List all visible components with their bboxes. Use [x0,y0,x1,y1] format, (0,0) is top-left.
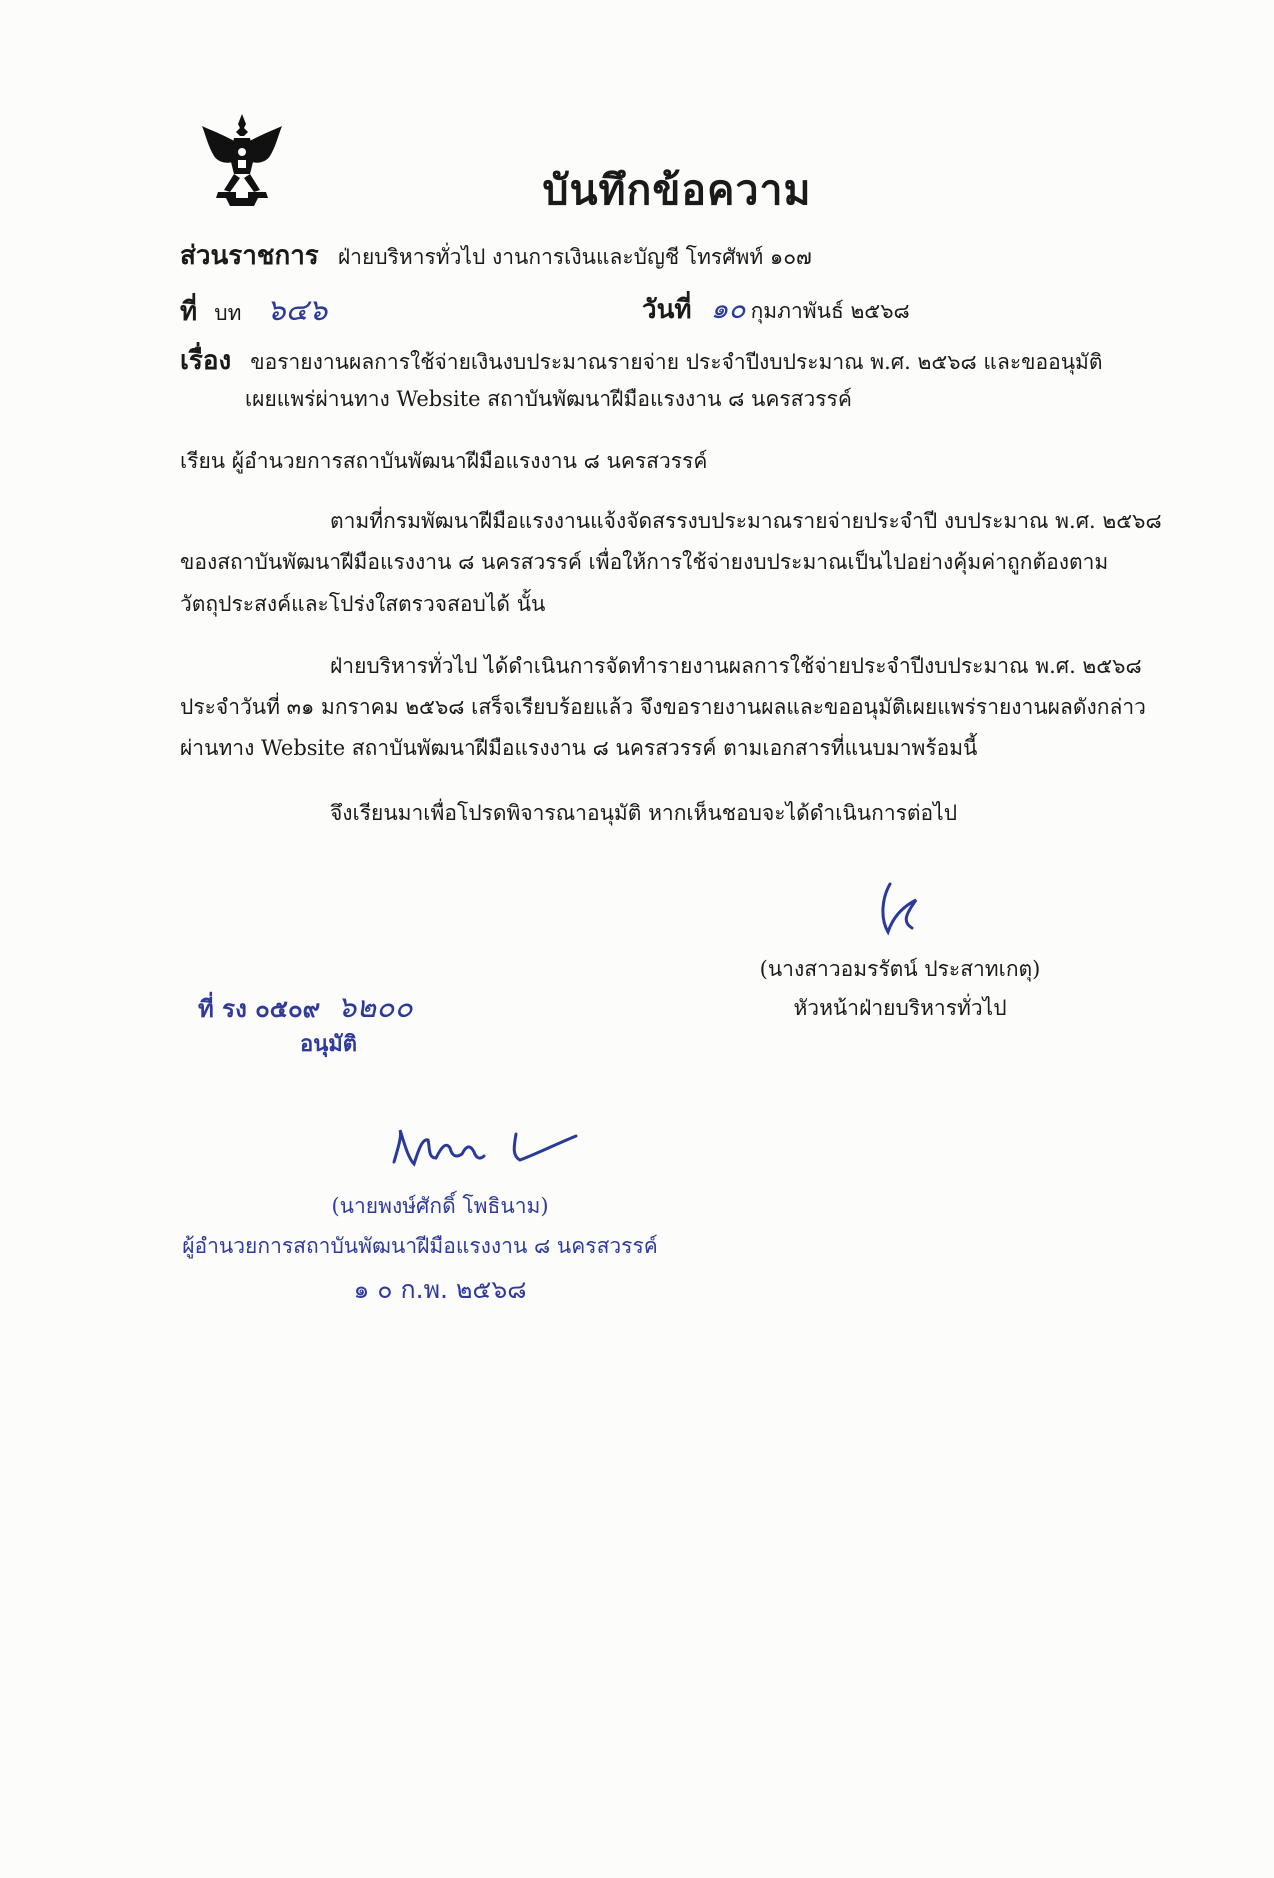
date-label: วันที่ [642,295,692,325]
signer-name: (นางสาวอมรรัตน์ ประสาทเกตุ) [759,957,1041,981]
subject-label: เรื่อง [180,346,232,376]
memo-title: บันทึกข้อความ [542,166,812,214]
approval-ref-row [198,984,413,1031]
agency-row [180,235,812,276]
para1-line-1: ตามที่กรมพัฒนาฝีมือแรงงานแจ้งจัดสรรงบประมาณรายจ่ายประจำปี งบประมาณ พ.ศ. ๒๕๖๘ [330,509,1162,533]
subject-row [180,340,1103,381]
approver-position: ผู้อำนวยการสถาบันพัฒนาฝีมือแรงงาน ๘ นครสวรรค์ [182,1234,658,1258]
ref-number-handwritten: ๖๔๖ [266,293,328,328]
date-day-handwritten: ๑๐ [710,292,746,325]
subject-line-2: เผยแพร่ผ่านทาง Website สถาบันพัฒนาฝีมือแรงงาน ๘ นครสวรรค์ [245,387,852,411]
para2-line-2: ประจำวันที่ ๓๑ มกราคม ๒๕๖๘ เสร็จเรียบร้อยแล้ว จึงขอรายงานผลและขออนุมัติเผยแพร่รายงานผลดังกล่าว [180,695,1146,719]
date-value: กุมภาพันธ์ ๒๕๖๘ [750,299,910,323]
approval-date: ๑ ๐ ก.พ. ๒๕๖๘ [353,1275,527,1304]
para1-line-3: วัตถุประสงค์และโปร่งใสตรวจสอบได้ นั้น [180,592,546,616]
ref-label: ที่ [180,297,198,327]
approved-stamp: อนุมัติ [300,1032,358,1057]
para1-line-2: ของสถาบันพัฒนาฝีมือแรงงาน ๘ นครสวรรค์ เพื่อให้การใช้จ่ายงบประมาณเป็นไปอย่างคุ้มค่าถูกต้องตาม [180,550,1109,574]
head-signature [872,878,932,938]
para2-line-1: ฝ่ายบริหารทั่วไป ได้ดำเนินการจัดทำรายงานผลการใช้จ่ายประจำปีงบประมาณ พ.ศ. ๒๕๖๘ [330,654,1142,678]
date-row [642,287,910,331]
salutation: เรียน ผู้อำนวยการสถาบันพัฒนาฝีมือแรงงาน ๘ นครสวรรค์ [180,449,708,473]
para2-line-3: ผ่านทาง Website สถาบันพัฒนาฝีมือแรงงาน ๘ นครสวรรค์ ตามเอกสารที่แนบมาพร้อมนี้ [180,736,978,760]
ref-value: บท [214,301,242,325]
ref-row [180,287,327,334]
director-signature [388,1118,588,1178]
subject-line-1: ขอรายงานผลการใช้จ่ายเงินงบประมาณรายจ่าย ประจำปีงบประมาณ พ.ศ. ๒๕๖๘ และขออนุมัติ [250,350,1103,374]
approver-name: (นายพงษ์ศักดิ์ โพธินาม) [331,1194,549,1218]
signer-position: หัวหน้าฝ่ายบริหารทั่วไป [793,996,1007,1020]
agency-value: ฝ่ายบริหารทั่วไป งานการเงินและบัญชี โทรศัพท์ ๑๐๗ [337,245,812,269]
agency-label: ส่วนราชการ [180,241,319,271]
closing-line: จึงเรียนมาเพื่อโปรดพิจารณาอนุมัติ หากเห็นชอบจะได้ดำเนินการต่อไป [330,801,958,825]
approval-ref-stamp: ที่ รง ๐๕๐๙ [198,995,321,1023]
approval-ref-number: ๖๒๐๐ [337,990,413,1025]
